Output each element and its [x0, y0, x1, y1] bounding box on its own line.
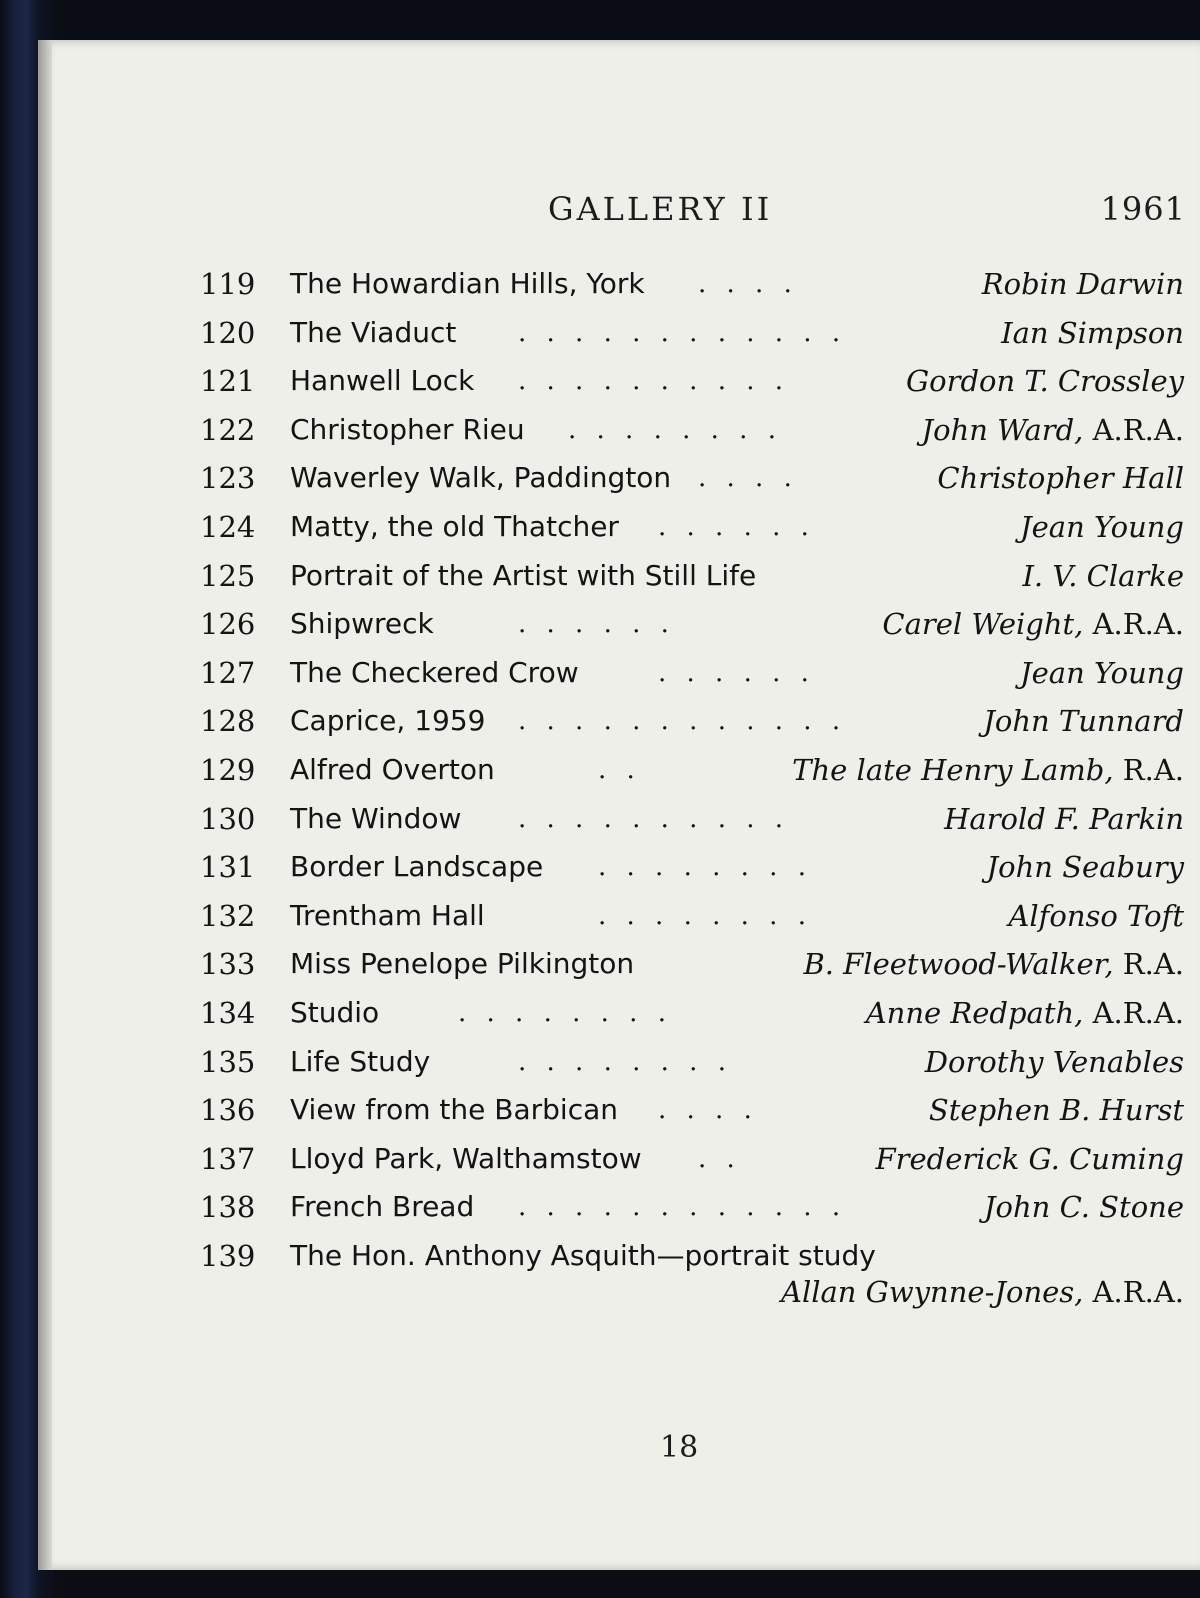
artist-name: John Tunnard — [983, 704, 1184, 739]
table-row — [38, 843, 1200, 892]
artist-credit — [982, 260, 1184, 309]
leader-dots: . . . . . . . . . . — [518, 366, 790, 397]
entry-number: 132 — [200, 898, 256, 933]
academy-suffix: A.R.A. — [1092, 412, 1184, 447]
table-row — [38, 552, 1200, 601]
artist-name: Ian Simpson — [1001, 315, 1184, 350]
leader-dots: . . . . . . . . — [458, 997, 672, 1028]
entry-number: 129 — [200, 752, 256, 787]
academy-suffix: A.R.A. — [1092, 607, 1184, 642]
leader-dots: . . . . . . . . — [598, 900, 812, 931]
artist-name: Dorothy Venables — [924, 1044, 1184, 1079]
leader-dots: . . . . . . . . . . . . — [518, 1192, 847, 1223]
page-gutter-edge — [38, 40, 52, 1570]
artist-credit — [882, 600, 1184, 649]
entry-number: 124 — [200, 509, 256, 544]
entry-title: Lloyd Park, Walthamstow — [290, 1141, 642, 1175]
artist-name: John C. Stone — [983, 1190, 1184, 1225]
artist-name: Christopher Hall — [937, 461, 1184, 496]
leader-dots: . . . . — [698, 269, 798, 299]
entry-title: Life Study — [290, 1044, 431, 1078]
entry-number: 127 — [200, 655, 256, 690]
entry-title: The Viaduct — [290, 315, 457, 349]
entry-title: Portrait of the Artist with Still Life — [290, 558, 757, 592]
table-row — [38, 892, 1200, 941]
entry-title: Alfred Overton — [290, 752, 495, 786]
leader-dots: . . . . — [658, 1095, 758, 1126]
entry-number: 123 — [200, 461, 256, 496]
artist-credit — [866, 989, 1184, 1038]
table-row — [38, 1038, 1200, 1087]
entry-title: Christopher Rieu — [290, 412, 525, 446]
artist-credit — [781, 1268, 1184, 1317]
table-row — [38, 649, 1200, 698]
entry-title: Matty, the old Thatcher — [290, 509, 619, 543]
artist-name: John Seabury — [986, 850, 1184, 885]
artist-name: John Ward, — [921, 412, 1084, 447]
entry-number: 120 — [200, 315, 256, 350]
artist-credit — [803, 940, 1184, 989]
entry-number: 134 — [200, 995, 256, 1030]
artist-name: Harold F. Parkin — [944, 801, 1184, 836]
artist-credit — [906, 357, 1184, 406]
table-row — [38, 1086, 1200, 1135]
artist-name: Jean Young — [1020, 509, 1184, 544]
entry-title: Hanwell Lock — [290, 364, 475, 398]
entry-title: The Window — [290, 801, 462, 835]
page-header — [38, 190, 1200, 230]
artist-credit — [983, 697, 1184, 746]
leader-dots: . . . . . . . . . . . . — [518, 706, 847, 737]
artist-name: Robin Darwin — [981, 267, 1184, 301]
leader-dots: . . — [598, 754, 641, 785]
artist-credit — [987, 843, 1184, 892]
artist-credit — [792, 746, 1184, 795]
year-label: 1961 — [1100, 190, 1186, 228]
artist-name: Alfonso Toft — [1008, 898, 1184, 933]
leader-dots: . . . . . . . . — [518, 1046, 732, 1077]
table-row — [38, 357, 1200, 406]
entry-title: Studio — [290, 995, 380, 1029]
table-row — [38, 940, 1200, 989]
table-row — [38, 746, 1200, 795]
artist-name: Anne Redpath, — [865, 995, 1084, 1030]
entry-title: Border Landscape — [290, 850, 544, 884]
table-row — [38, 795, 1200, 844]
table-row — [38, 260, 1200, 309]
artist-credit — [1008, 892, 1184, 941]
artist-credit — [925, 1038, 1184, 1087]
table-row — [38, 1232, 1200, 1312]
artist-credit — [984, 1183, 1184, 1232]
leader-dots: . . . . . . . . — [598, 852, 812, 883]
entry-number: 121 — [200, 364, 256, 399]
leader-dots: . . . . . . — [658, 511, 815, 542]
entry-number: 136 — [200, 1093, 256, 1128]
artist-name: Allan Gwynne-Jones, — [781, 1274, 1084, 1309]
entry-title: Shipwreck — [290, 607, 434, 641]
leader-dots: . . . . . . — [658, 657, 815, 688]
entry-title: The Howardian Hills, York — [290, 267, 645, 300]
artist-credit — [1022, 552, 1184, 601]
artist-name: Frederick G. Cuming — [875, 1141, 1184, 1176]
artist-name: I. V. Clarke — [1022, 558, 1184, 593]
artist-credit — [1020, 649, 1184, 698]
table-row — [38, 697, 1200, 746]
academy-suffix: R.A. — [1122, 947, 1184, 982]
artist-credit — [922, 406, 1185, 455]
entry-number: 135 — [200, 1044, 256, 1079]
table-row — [38, 309, 1200, 358]
entry-title: Waverley Walk, Paddington — [290, 461, 672, 495]
entry-title: The Checkered Crow — [290, 655, 579, 689]
table-row — [38, 600, 1200, 649]
entry-title: View from the Barbican — [290, 1093, 618, 1127]
entry-number: 139 — [200, 1238, 256, 1273]
entry-title: French Bread — [290, 1190, 475, 1224]
gallery-title: GALLERY II — [548, 190, 773, 228]
entry-number: 128 — [200, 704, 256, 739]
artist-name: Jean Young — [1020, 655, 1184, 690]
table-row — [38, 406, 1200, 455]
leader-dots: . . — [698, 1143, 741, 1174]
artist-credit — [1020, 503, 1184, 552]
entry-title: Trentham Hall — [290, 898, 485, 932]
entry-number: 137 — [200, 1141, 256, 1176]
artist-name: Gordon T. Crossley — [905, 364, 1184, 399]
entry-number: 119 — [200, 267, 256, 301]
artist-credit — [929, 1086, 1184, 1135]
artist-credit — [1001, 309, 1184, 358]
academy-suffix: R.A. — [1122, 752, 1184, 787]
entry-title: The Hon. Anthony Asquith—portrait study — [290, 1238, 876, 1272]
leader-dots: . . . . . . . . . . . . — [518, 317, 847, 348]
entry-number: 130 — [200, 801, 256, 836]
artist-name: Stephen B. Hurst — [928, 1093, 1184, 1128]
artist-credit — [876, 1135, 1185, 1184]
entry-list — [38, 260, 1200, 1312]
entry-number: 125 — [200, 558, 256, 593]
entry-number: 126 — [200, 607, 256, 642]
academy-suffix: A.R.A. — [1092, 995, 1184, 1030]
entry-number: 131 — [200, 850, 256, 885]
entry-number: 138 — [200, 1190, 256, 1225]
artist-credit — [937, 454, 1184, 503]
catalogue-page — [38, 40, 1200, 1570]
entry-number: 122 — [200, 412, 256, 447]
table-row — [38, 1183, 1200, 1232]
leader-dots: . . . . . . . . . . — [518, 803, 790, 834]
artist-name: Carel Weight, — [882, 607, 1084, 642]
artist-name: B. Fleetwood-Walker, — [803, 947, 1114, 982]
entry-title: Caprice, 1959 — [290, 704, 486, 738]
leader-dots: . . . . . . . . — [568, 414, 782, 445]
table-row — [38, 989, 1200, 1038]
leader-dots: . . . . . . — [518, 609, 675, 640]
page-number: 18 — [660, 1430, 699, 1465]
leader-dots: . . . . — [698, 463, 798, 494]
table-row — [38, 1135, 1200, 1184]
artist-name: The late Henry Lamb, — [792, 752, 1114, 787]
academy-suffix: A.R.A. — [1092, 1274, 1184, 1309]
artist-credit — [944, 795, 1184, 844]
entry-title: Miss Penelope Pilkington — [290, 947, 635, 981]
entry-number: 133 — [200, 947, 256, 982]
table-row — [38, 503, 1200, 552]
table-row — [38, 454, 1200, 503]
